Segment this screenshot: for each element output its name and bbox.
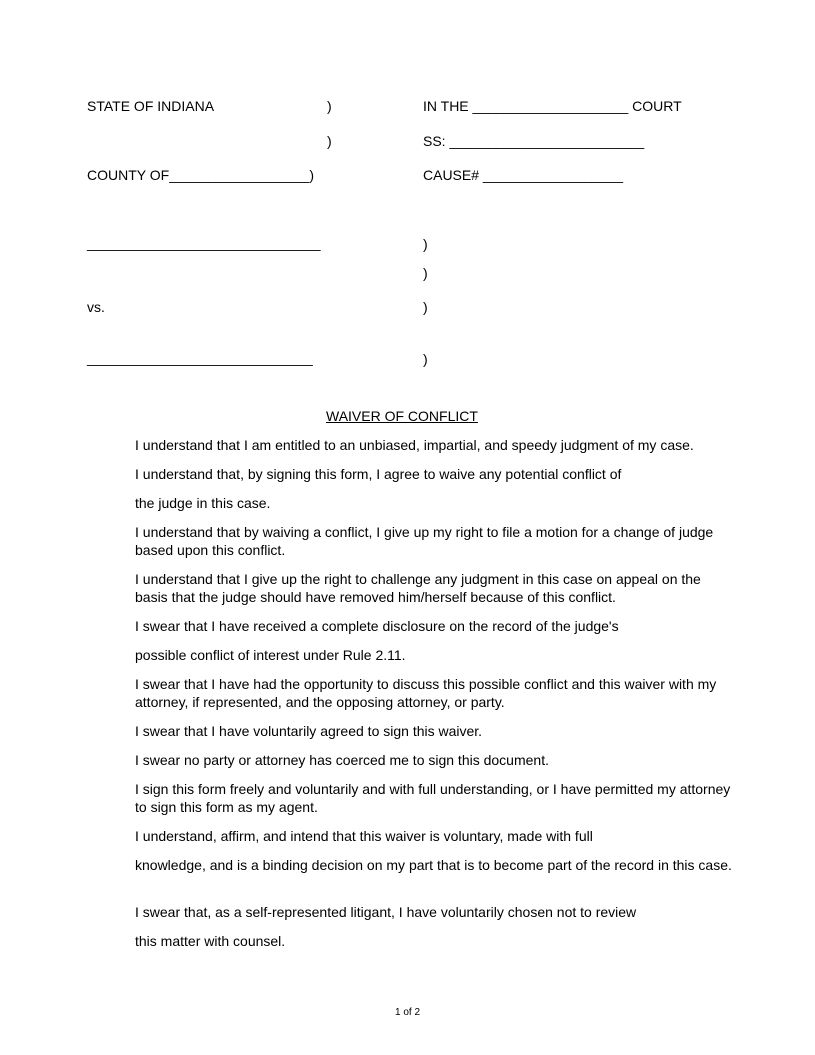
paragraph: possible conflict of interest under Rule 2.11. bbox=[135, 647, 406, 663]
paragraph: I sign this form freely and voluntarily and with full understanding, or I have permitted my attorney to sign this form as my agent. bbox=[135, 781, 731, 815]
caption-paren: ) bbox=[423, 299, 428, 315]
caption-paren: ) bbox=[327, 98, 332, 114]
paragraph: I swear that I have received a complete disclosure on the record of the judge's bbox=[135, 618, 619, 634]
caption-paren: ) bbox=[423, 236, 428, 252]
paragraph: I understand that by waiving a conflict, I give up my right to file a motion for a change of judge based upon this conflict. bbox=[135, 524, 714, 558]
vs-label: vs. bbox=[87, 299, 105, 315]
paragraph: I understand that I am entitled to an unbiased, impartial, and speedy judgment of my case. bbox=[135, 437, 694, 453]
party-line-plaintiff: ______________________________ bbox=[87, 235, 321, 251]
party-line-defendant: _____________________________ bbox=[87, 350, 313, 366]
state-label: STATE OF INDIANA bbox=[87, 98, 215, 114]
cause-line: CAUSE# __________________ bbox=[423, 167, 624, 183]
paragraph: this matter with counsel. bbox=[135, 933, 286, 949]
caption-paren: ) bbox=[423, 265, 428, 281]
caption-paren: ) bbox=[423, 351, 428, 367]
caption-paren: ) bbox=[327, 133, 332, 149]
paragraph: I understand, affirm, and intend that this waiver is voluntary, made with full bbox=[135, 828, 593, 844]
page-number: 1 of 2 bbox=[395, 1007, 421, 1018]
paragraph: knowledge, and is a binding decision on my part that is to become part of the record in this case. bbox=[135, 857, 732, 873]
paragraph: I swear that I have voluntarily agreed to sign this waiver. bbox=[135, 723, 483, 739]
paragraph: I swear that, as a self-represented litigant, I have voluntarily chosen not to review bbox=[135, 904, 637, 920]
court-line: IN THE ____________________ COURT bbox=[423, 98, 682, 114]
document-title: WAIVER OF CONFLICT bbox=[326, 408, 478, 424]
paragraph: the judge in this case. bbox=[135, 495, 271, 511]
paragraph: I swear no party or attorney has coerced me to sign this document. bbox=[135, 752, 549, 768]
county-line: COUNTY OF__________________) bbox=[87, 167, 315, 183]
paragraph: I understand that I give up the right to challenge any judgment in this case on appeal on the basis that the judge should have removed him/herself because of this conflict. bbox=[135, 571, 701, 605]
paragraph: I understand that, by signing this form, I agree to waive any potential conflict of bbox=[135, 466, 622, 482]
paragraph: I swear that I have had the opportunity to discuss this possible conflict and this waiver with my attorney, if represented, and the opposing attorney, or party. bbox=[135, 676, 717, 710]
ss-line: SS: _________________________ bbox=[423, 133, 645, 149]
